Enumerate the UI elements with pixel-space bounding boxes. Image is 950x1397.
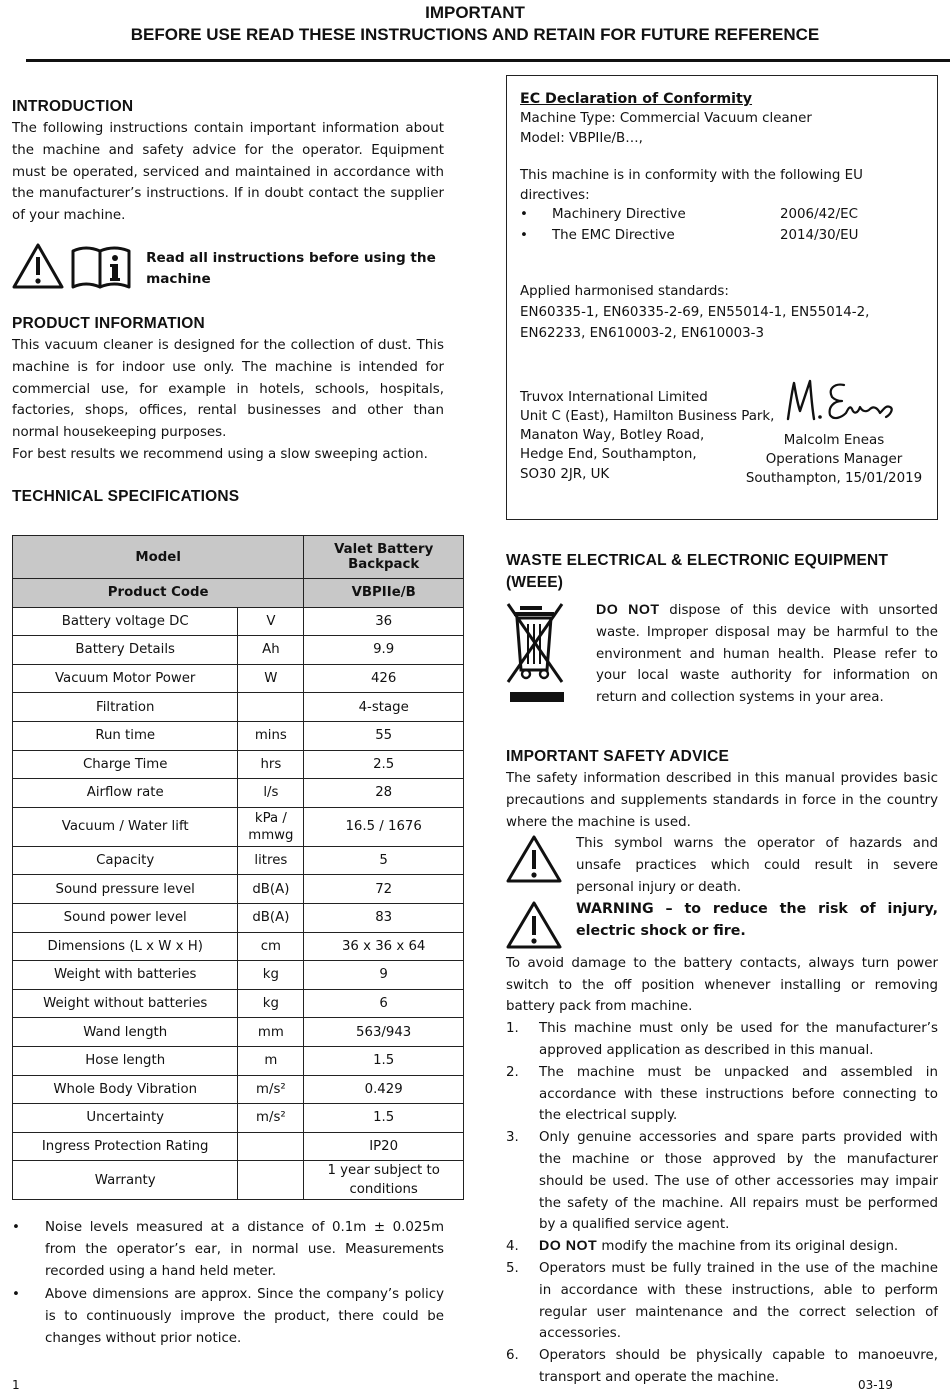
spec-unit: m [238, 1046, 304, 1075]
product-code-label: Product Code [13, 579, 304, 608]
safety-item-emphasis: DO NOT [539, 1238, 598, 1255]
spec-value: IP20 [304, 1132, 464, 1161]
spec-unit [238, 693, 304, 722]
table-row [13, 721, 464, 750]
table-header-product-code [13, 579, 464, 608]
weee-body [596, 600, 938, 710]
spec-label: Weight with batteries [13, 961, 238, 990]
page-header [0, 2, 950, 46]
spec-label: Battery Details [13, 636, 238, 665]
safety-item-text: This machine must only be used for the manufacturer’s approved application as described in this manual. [539, 1021, 938, 1058]
safety-item [506, 1127, 938, 1236]
spec-note: • Noise levels measured at a distance of 0.1m ± 0.025m from the operator’s ear, in normal use. Measurements recorded using a hand held meter. [12, 1217, 444, 1282]
safety-intro: The safety information described in this manual provides basic precautions and supplements standards in force in the country where the machine is used. [506, 771, 938, 830]
warning-triangle-icon [506, 901, 562, 949]
spec-unit: mm [238, 1018, 304, 1047]
table-row [13, 989, 464, 1018]
signatory-title: Operations Manager [765, 451, 903, 467]
safety-item-number: 5. [506, 1260, 519, 1276]
table-row [13, 693, 464, 722]
safety-item-number: 1. [506, 1021, 519, 1037]
address-line: SO30 2JR, UK [520, 466, 610, 482]
specifications-table [12, 535, 464, 1200]
table-row [13, 607, 464, 636]
bullet: • [520, 227, 528, 243]
safety-item-number: 6. [506, 1348, 519, 1364]
spec-value: 1 year subject to conditions [304, 1161, 464, 1200]
spec-value: 55 [304, 721, 464, 750]
safety-item-text: Operators should be physically capable to manoeuvre, transport and operate the machine. [539, 1348, 938, 1385]
table-row [13, 750, 464, 779]
ec-address [520, 388, 774, 484]
specification-notes [12, 1217, 444, 1352]
spec-unit: V [238, 607, 304, 636]
safety-item [506, 1018, 938, 1062]
safety-section [506, 746, 938, 1389]
table-row [13, 1075, 464, 1104]
table-row [13, 1046, 464, 1075]
spec-value: 16.5 / 1676 [304, 807, 464, 846]
spec-label: Whole Body Vibration [13, 1075, 238, 1104]
address-line: Hedge End, Southampton, [520, 447, 697, 463]
spec-unit: kg [238, 989, 304, 1018]
spec-label: Ingress Protection Rating [13, 1132, 238, 1161]
table-row [13, 664, 464, 693]
spec-unit: litres [238, 846, 304, 875]
safety-item-number: 3. [506, 1130, 519, 1146]
introduction-title: INTRODUCTION [12, 98, 134, 115]
directive-name: The EMC Directive [552, 227, 675, 243]
ec-machine-type: Machine Type: Commercial Vacuum cleaner [520, 111, 812, 126]
spec-label: Filtration [13, 693, 238, 722]
spec-value: 72 [304, 875, 464, 904]
spec-value: 1.5 [304, 1104, 464, 1133]
left-column [12, 96, 444, 508]
spec-unit: m/s² [238, 1104, 304, 1133]
table-row [13, 903, 464, 932]
ec-directive-item [520, 205, 924, 226]
spec-label: Charge Time [13, 750, 238, 779]
table-row [13, 1104, 464, 1133]
header-instructions: BEFORE USE READ THESE INSTRUCTIONS AND RETAIN FOR FUTURE REFERENCE [130, 25, 820, 44]
spec-unit: kPa / mmwg [238, 807, 304, 846]
spec-label: Sound pressure level [13, 875, 238, 904]
spec-value: 28 [304, 779, 464, 808]
spec-unit: hrs [238, 750, 304, 779]
safety-item [506, 1258, 938, 1345]
ec-directives-list [520, 205, 924, 246]
header-rule [26, 59, 950, 62]
revision-code: 03-19 [858, 1378, 893, 1392]
spec-label: Capacity [13, 846, 238, 875]
spec-label: Weight without batteries [13, 989, 238, 1018]
bold-warning-row [506, 899, 938, 953]
safety-item-text: Operators must be fully trained in the use of the machine in accordance with these instructions, able to perform regular user maintenance and the correct selection of accessories. [539, 1260, 938, 1342]
directive-name: Machinery Directive [552, 207, 686, 222]
header-important: IMPORTANT [425, 3, 525, 22]
bold-warning-text: WARNING – to reduce the risk of injury, electric shock or fire. [576, 900, 938, 939]
ec-standards-label: Applied harmonised standards: [520, 284, 729, 299]
symbol-warning-row [506, 833, 938, 898]
product-information-tip: For best results we recommend using a slow sweeping action. [12, 446, 428, 462]
table-row [13, 779, 464, 808]
ec-standards-line1: EN60335-1, EN60335-2-69, EN55014-1, EN55014-2, [520, 304, 870, 320]
warning-triangle-icon [506, 835, 562, 883]
symbol-warning-text: This symbol warns the operator of hazards and unsafe practices which could result in severe personal injury or death. [576, 836, 938, 895]
ec-declaration-title: EC Declaration of Conformity [520, 91, 753, 107]
spec-label: Run time [13, 721, 238, 750]
ec-model: Model: VBPIIe/B…, [520, 130, 643, 146]
spec-label: Warranty [13, 1161, 238, 1200]
spec-label: Dimensions (L x W x H) [13, 932, 238, 961]
spec-value: 2.5 [304, 750, 464, 779]
spec-unit: m/s² [238, 1075, 304, 1104]
safety-item [506, 1236, 938, 1258]
table-row [13, 636, 464, 665]
model-label: Model [13, 536, 304, 579]
spec-unit [238, 1132, 304, 1161]
spec-value: 4-stage [304, 693, 464, 722]
spec-label: Hose length [13, 1046, 238, 1075]
ec-declaration-box [506, 75, 938, 520]
signatory-block [744, 431, 924, 489]
spec-label: Vacuum Motor Power [13, 664, 238, 693]
spec-label: Uncertainty [13, 1104, 238, 1133]
battery-note: To avoid damage to the battery contacts, always turn power switch to the off position whenever installing or removing battery pack from machine. [506, 955, 938, 1015]
spec-unit: kg [238, 961, 304, 990]
spec-label: Sound power level [13, 903, 238, 932]
address-line: Manaton Way, Botley Road, [520, 428, 705, 444]
spec-note: • Above dimensions are approx. Since the company’s policy is to continuously improve the product, there could be changes without prior notice. [12, 1284, 444, 1349]
directive-code: 2014/30/EU [780, 227, 859, 243]
table-header-model [13, 536, 464, 579]
signatory-place-date: Southampton, 15/01/2019 [745, 471, 923, 487]
spec-value: 6 [304, 989, 464, 1018]
address-line: Truvox International Limited [520, 389, 708, 405]
safety-items-list [506, 1018, 938, 1389]
weee-do-not: DO NOT [596, 602, 660, 618]
table-row [13, 1161, 464, 1200]
table-row [13, 932, 464, 961]
spec-value: 36 x 36 x 64 [304, 932, 464, 961]
table-row [13, 1132, 464, 1161]
weee-section [506, 550, 938, 710]
spec-unit: cm [238, 932, 304, 961]
safety-item-text: Only genuine accessories and spare parts provided with the machine or those approved by the manufacturer should be used. The use of other accessories may impair the safety of the machine. All repairs must be performed by a qualified service agent. [539, 1130, 938, 1233]
spec-value: 9.9 [304, 636, 464, 665]
spec-unit: Ah [238, 636, 304, 665]
technical-specifications-title: TECHNICAL SPECIFICATIONS [12, 487, 240, 505]
product-code-value: VBPIIe/B [304, 579, 464, 608]
table-row [13, 846, 464, 875]
product-information-body: This vacuum cleaner is designed for the collection of dust. This machine is for indoor use only. The machine is intended for commercial use, for example in hotels, schools, hospitals, factories, shops, offices, rental businesses and other than normal housekeeping purposes. [12, 337, 444, 441]
ec-signature-area [520, 388, 924, 500]
spec-value: 563/943 [304, 1018, 464, 1047]
address-line: Unit C (East), Hamilton Business Park, [520, 408, 775, 424]
directive-code: 2006/42/EC [780, 207, 858, 222]
ec-standards-line2: EN62233, EN610003-2, EN610003-3 [520, 325, 764, 341]
signature [782, 375, 902, 425]
table-row [13, 961, 464, 990]
spec-label: Vacuum / Water lift [13, 807, 238, 846]
spec-value: 5 [304, 846, 464, 875]
read-instructions-notice [12, 243, 444, 305]
safety-item-number: 2. [506, 1064, 519, 1080]
safety-item-text: modify the machine from its original design. [597, 1239, 899, 1255]
spec-value: 1.5 [304, 1046, 464, 1075]
spec-value: 83 [304, 903, 464, 932]
spec-unit: dB(A) [238, 875, 304, 904]
warning-triangle-icon [12, 243, 64, 289]
ec-conformity-statement: This machine is in conformity with the following EU directives: [520, 168, 863, 203]
spec-value: 36 [304, 607, 464, 636]
spec-unit: l/s [238, 779, 304, 808]
table-row [13, 1018, 464, 1047]
spec-unit: dB(A) [238, 903, 304, 932]
signatory-name: Malcolm Eneas [783, 432, 885, 448]
spec-label: Battery voltage DC [13, 607, 238, 636]
weee-title: WASTE ELECTRICAL & ELECTRONIC EQUIPMENT (WEEE) [506, 552, 889, 591]
model-value: Valet Battery Backpack [304, 536, 464, 579]
spec-value: 0.429 [304, 1075, 464, 1104]
safety-item-text: The machine must be unpacked and assembled in accordance with these instructions before connecting to the electrical supply. [539, 1064, 938, 1124]
product-information-title: PRODUCT INFORMATION [12, 314, 205, 332]
bullet: • [520, 207, 528, 222]
page-number: 1 [12, 1378, 20, 1392]
safety-item [506, 1062, 938, 1127]
spec-label: Airflow rate [13, 779, 238, 808]
table-row [13, 875, 464, 904]
spec-unit: mins [238, 721, 304, 750]
spec-label: Wand length [13, 1018, 238, 1047]
safety-title: IMPORTANT SAFETY ADVICE [506, 748, 730, 765]
read-instructions-text: Read all instructions before using the machine [146, 249, 436, 287]
spec-unit [238, 1161, 304, 1200]
read-manual-icon [70, 243, 132, 289]
safety-item-number: 4. [506, 1239, 519, 1255]
crossed-bin-icon [506, 600, 568, 706]
spec-value: 9 [304, 961, 464, 990]
spec-value: 426 [304, 664, 464, 693]
weee-body-text: dispose of this device with unsorted waste. Improper disposal may be harmful to the environment and human health. Please refer to your local waste authority for information on return and collection systems in your area. [596, 603, 939, 706]
introduction-body: The following instructions contain important information about the machine and safety advice for the operator. Equipment must be operated, serviced and maintained in accordance with the manufacturer’s instructions. If in doubt contact the supplier of your machine. [12, 121, 444, 224]
ec-directive-item [520, 226, 924, 247]
spec-unit: W [238, 664, 304, 693]
table-row [13, 807, 464, 846]
